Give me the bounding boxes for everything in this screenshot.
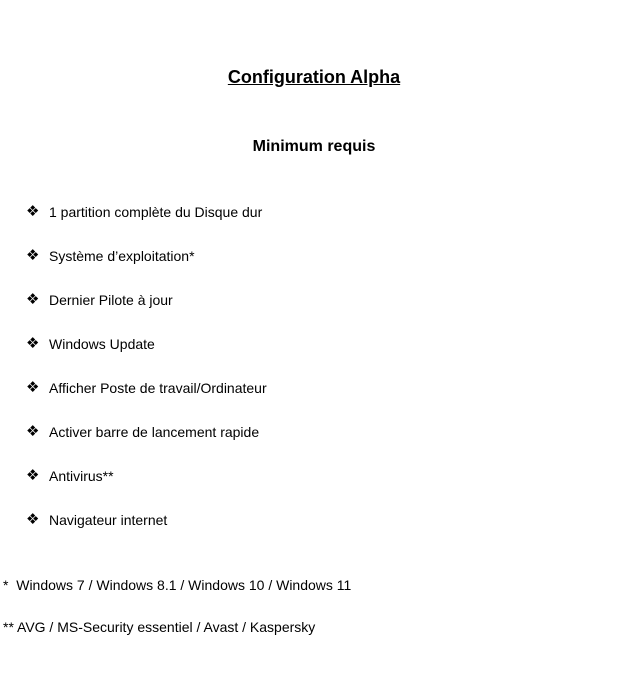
list-item xyxy=(26,290,267,334)
four-diamond-bullet-icon: ❖ xyxy=(26,422,40,440)
four-diamond-bullet-icon: ❖ xyxy=(26,246,40,264)
list-item xyxy=(26,422,267,466)
document-subtitle: Minimum requis xyxy=(252,138,376,155)
four-diamond-bullet-icon: ❖ xyxy=(26,510,40,528)
four-diamond-bullet-icon: ❖ xyxy=(26,290,40,308)
list-item xyxy=(26,466,267,510)
document-title: Configuration Alpha xyxy=(227,67,401,87)
four-diamond-bullet-icon: ❖ xyxy=(26,378,40,396)
four-diamond-bullet-icon: ❖ xyxy=(26,202,40,220)
list-item xyxy=(26,510,267,554)
requirement-text: 1 partition complète du Disque dur xyxy=(49,204,263,220)
four-diamond-bullet-icon: ❖ xyxy=(26,466,40,484)
requirement-text: Navigateur internet xyxy=(49,512,168,528)
requirements-list xyxy=(26,202,267,554)
list-item xyxy=(26,378,267,422)
requirement-text: Système d’exploitation* xyxy=(49,248,195,264)
requirement-text: Antivirus** xyxy=(49,468,114,484)
list-item xyxy=(26,334,267,378)
footnote-os: * Windows 7 / Windows 8.1 / Windows 10 / Windows 11 xyxy=(3,577,352,593)
requirement-text: Dernier Pilote à jour xyxy=(49,292,173,308)
requirement-text: Activer barre de lancement rapide xyxy=(49,424,260,440)
footnote-antivirus: ** AVG / MS-Security essentiel / Avast / Kaspersky xyxy=(3,619,316,635)
four-diamond-bullet-icon: ❖ xyxy=(26,334,40,352)
requirement-text: Afficher Poste de travail/Ordinateur xyxy=(49,380,267,396)
requirement-text: Windows Update xyxy=(49,336,155,352)
list-item xyxy=(26,202,267,246)
list-item xyxy=(26,246,267,290)
